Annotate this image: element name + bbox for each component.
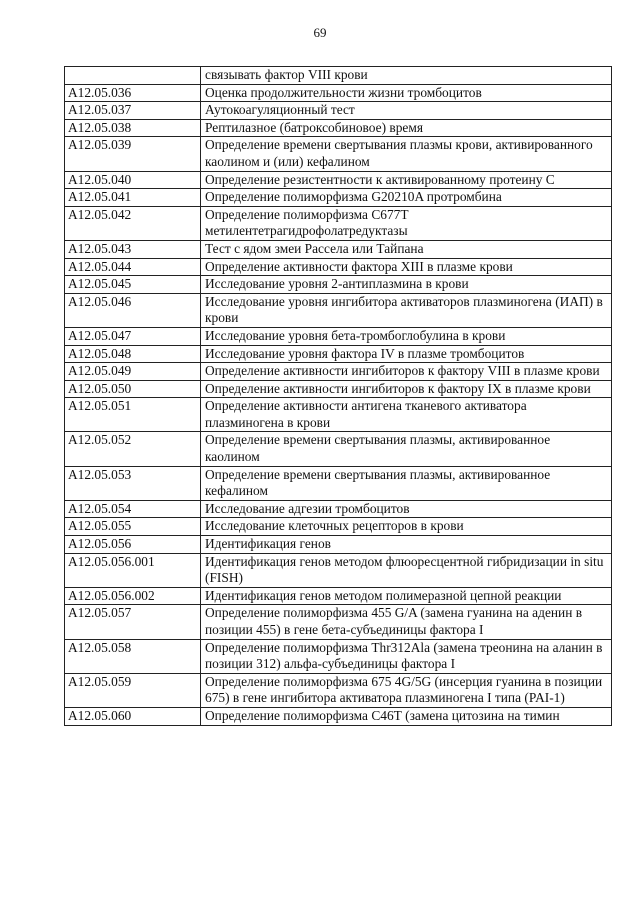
service-code-cell: A12.05.038: [65, 119, 201, 137]
table-row: [65, 605, 612, 639]
table-row: [65, 536, 612, 554]
service-code-cell: A12.05.056.002: [65, 587, 201, 605]
service-code-cell: A12.05.059: [65, 673, 201, 707]
table-row: [65, 189, 612, 207]
service-code-cell: A12.05.053: [65, 466, 201, 500]
service-name-cell: Идентификация генов методом полимеразной цепной реакции: [201, 587, 612, 605]
table-row: [65, 398, 612, 432]
table-row: [65, 639, 612, 673]
service-name-cell: Определение полиморфизма Thr312Ala (замена треонина на аланин в позиции 312) альфа-субъединицы фактора I: [201, 639, 612, 673]
table-row: [65, 553, 612, 587]
service-name-cell: Идентификация генов: [201, 536, 612, 554]
service-name-cell: Исследование уровня ингибитора активаторов плазминогена (ИАП) в крови: [201, 293, 612, 327]
service-name-cell: Рептилазное (батроксобиновое) время: [201, 119, 612, 137]
service-name-cell: Определение полиморфизма С677Т метилентетрагидрофолатредуктазы: [201, 206, 612, 240]
service-code-cell: A12.05.058: [65, 639, 201, 673]
service-code-cell: A12.05.045: [65, 276, 201, 294]
service-code-cell: A12.05.050: [65, 380, 201, 398]
service-code-cell: A12.05.040: [65, 171, 201, 189]
service-code-cell: A12.05.056.001: [65, 553, 201, 587]
service-code-cell: A12.05.056: [65, 536, 201, 554]
table-row: [65, 258, 612, 276]
service-name-cell: Определение времени свертывания плазмы, активированное кефалином: [201, 466, 612, 500]
service-code-cell: A12.05.044: [65, 258, 201, 276]
table-row: [65, 240, 612, 258]
table-row: [65, 466, 612, 500]
service-code-cell: A12.05.039: [65, 137, 201, 171]
service-name-cell: Определение времени свертывания плазмы крови, активированного каолином и (или) кефалином: [201, 137, 612, 171]
service-name-cell: Оценка продолжительности жизни тромбоцитов: [201, 84, 612, 102]
service-code-cell: A12.05.052: [65, 432, 201, 466]
table-row: [65, 380, 612, 398]
service-name-cell: Тест с ядом змеи Рассела или Тайпана: [201, 240, 612, 258]
service-name-cell: Определение полиморфизма G20210A протромбина: [201, 189, 612, 207]
page-number: 69: [313, 25, 327, 40]
service-code-cell: A12.05.046: [65, 293, 201, 327]
services-table-body: [65, 67, 612, 726]
table-row: [65, 363, 612, 381]
services-table: [64, 66, 612, 726]
table-row: [65, 293, 612, 327]
service-code-cell: A12.05.041: [65, 189, 201, 207]
service-name-cell: Исследование клеточных рецепторов в крови: [201, 518, 612, 536]
service-name-cell: Определение активности ингибиторов к фактору VIII в плазме крови: [201, 363, 612, 381]
service-name-cell: Идентификация генов методом флюоресцентной гибридизации in situ (FISH): [201, 553, 612, 587]
table-row: [65, 84, 612, 102]
service-code-cell: A12.05.057: [65, 605, 201, 639]
service-code-cell: A12.05.047: [65, 327, 201, 345]
service-name-cell: Определение времени свертывания плазмы, активированное каолином: [201, 432, 612, 466]
service-code-cell: [65, 67, 201, 85]
service-name-cell: Исследование уровня 2-антиплазмина в крови: [201, 276, 612, 294]
service-code-cell: A12.05.036: [65, 84, 201, 102]
service-code-cell: A12.05.037: [65, 102, 201, 120]
table-row: [65, 327, 612, 345]
table-row: [65, 137, 612, 171]
table-row: [65, 587, 612, 605]
service-code-cell: A12.05.054: [65, 500, 201, 518]
service-name-cell: Исследование уровня фактора IV в плазме тромбоцитов: [201, 345, 612, 363]
service-code-cell: A12.05.049: [65, 363, 201, 381]
table-row: [65, 67, 612, 85]
service-name-cell: Определение полиморфизма 675 4G/5G (инсерция гуанина в позиции 675) в гене ингибитора активатора плазминогена I типа (PAI-1): [201, 673, 612, 707]
service-name-cell: Исследование адгезии тромбоцитов: [201, 500, 612, 518]
service-code-cell: A12.05.043: [65, 240, 201, 258]
service-name-cell: Определение активности фактора XIII в плазме крови: [201, 258, 612, 276]
table-row: [65, 276, 612, 294]
table-row: [65, 171, 612, 189]
table-row: [65, 518, 612, 536]
table-row: [65, 102, 612, 120]
service-name-cell: Определение полиморфизма С46Т (замена цитозина на тимин: [201, 707, 612, 725]
service-name-cell: Исследование уровня бета-тромбоглобулина в крови: [201, 327, 612, 345]
service-code-cell: A12.05.055: [65, 518, 201, 536]
service-code-cell: A12.05.042: [65, 206, 201, 240]
table-row: [65, 707, 612, 725]
table-row: [65, 206, 612, 240]
table-row: [65, 673, 612, 707]
service-name-cell: Определение резистентности к активированному протеину С: [201, 171, 612, 189]
table-row: [65, 500, 612, 518]
service-name-cell: Определение активности антигена тканевого активатора плазминогена в крови: [201, 398, 612, 432]
service-code-cell: A12.05.060: [65, 707, 201, 725]
service-name-cell: Определение полиморфизма 455 G/A (замена гуанина на аденин в позиции 455) в гене бета-субъединицы фактора I: [201, 605, 612, 639]
table-row: [65, 119, 612, 137]
service-name-cell: Определение активности ингибиторов к фактору IX в плазме крови: [201, 380, 612, 398]
service-code-cell: A12.05.048: [65, 345, 201, 363]
table-row: [65, 432, 612, 466]
service-code-cell: A12.05.051: [65, 398, 201, 432]
service-name-cell: связывать фактор VIII крови: [201, 67, 612, 85]
service-name-cell: Аутокоагуляционный тест: [201, 102, 612, 120]
table-row: [65, 345, 612, 363]
